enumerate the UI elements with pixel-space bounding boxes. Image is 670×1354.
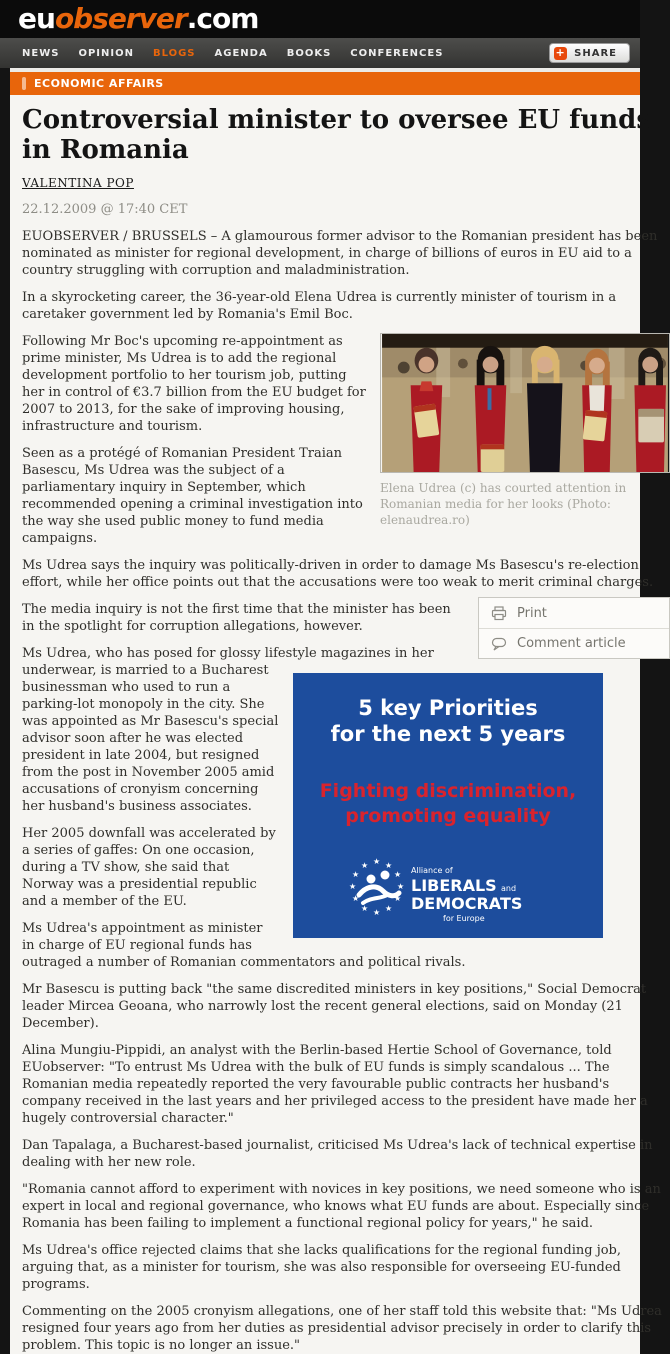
section-bar <box>10 72 640 95</box>
section-tick-icon <box>22 77 26 90</box>
nav-item-conferences[interactable]: CONFERENCES <box>350 47 444 59</box>
ad-red-line2: promoting equality <box>345 805 551 827</box>
svg-text:★: ★ <box>352 894 360 903</box>
alde-text-liberals: LIBERALS <box>411 876 497 895</box>
svg-text:★: ★ <box>385 904 393 913</box>
alde-ad-banner[interactable] <box>293 673 603 938</box>
svg-text:★: ★ <box>394 894 402 903</box>
section-label[interactable]: ECONOMIC AFFAIRS <box>34 77 164 90</box>
paragraph: Mr Basescu is putting back "the same discredited ministers in key positions," Social Democrat leader Mircea Geoana, who narrowly lost the recent general elections, said on Monday (21 December). <box>22 982 647 1031</box>
masthead <box>0 0 640 38</box>
alde-logo <box>343 855 553 927</box>
logo-eu: eu <box>18 2 55 35</box>
comment-label: Comment article <box>517 636 626 651</box>
svg-text:★: ★ <box>394 870 402 879</box>
comment-bubble-icon <box>491 637 507 651</box>
ad-heading-line1: 5 key Priorities <box>358 696 538 720</box>
paragraph: Following Mr Boc's upcoming re-appointment as prime minister, Ms Udrea is to add the regional development portfolio to her tourism job, putting her in control of €3.7 billion from the EU budget for 2007 to 2013, for the sake of improving housing, infrastructure and tourism. <box>22 334 366 434</box>
paragraph: Alina Mungiu-Pippidi, an analyst with the Berlin-based Hertie School of Governance, told EUobserver: "To entrust Ms Udrea with the bulk of EU funds is simply scandalous ... The Romanian media repeatedly reported the very favourable public contracts her husband's company received in the last years and her privileged access to the president have made her a hugely controversial character." <box>22 1043 648 1126</box>
share-label: SHARE <box>574 47 617 59</box>
svg-text:★: ★ <box>352 870 360 879</box>
paragraph: In a skyrocketing career, the 36-year-old Elena Udrea is currently minister of tourism in a caretaker government led by Romania's Emil Boc. <box>22 290 617 322</box>
paragraph: Ms Udrea's appointment as minister in charge of EU regional funds has outraged a number of Romanian commentators and political rivals. <box>22 921 466 970</box>
svg-text:★: ★ <box>373 857 381 866</box>
alde-text-bottom: for Europe <box>443 914 485 923</box>
publish-date: 22.12.2009 @ 17:40 CET <box>22 202 188 217</box>
article <box>10 95 670 1354</box>
alde-text-and: and <box>501 884 517 893</box>
alde-figures-icon <box>359 870 402 904</box>
alde-text-democrats: DEMOCRATS <box>411 894 523 913</box>
nav-item-books[interactable]: BOOKS <box>286 47 332 59</box>
article-photo-figure <box>380 333 670 528</box>
printer-icon <box>491 606 507 621</box>
article-actions-box <box>478 597 670 659</box>
svg-text:★: ★ <box>361 904 369 913</box>
photo-caption: Elena Udrea (c) has courted attention in Romanian media for her looks (Photo: elenaudrea.ro) <box>380 481 627 527</box>
svg-text:★: ★ <box>361 861 369 870</box>
logo-observer: observer <box>54 2 187 35</box>
nav-item-agenda[interactable]: AGENDA <box>214 47 268 59</box>
paragraph: Her 2005 downfall was accelerated by a series of gaffes: On one occasion, during a TV show, she said that Norway was a presidential republic and a member of the EU. <box>22 826 276 909</box>
comment-article-button[interactable] <box>479 628 669 658</box>
paragraph: Ms Udrea, who has posed for glossy lifestyle magazines in her underwear, is married to a Bucharest businessman who used to run a parking-lot monopoly in the city. She was appointed as Mr Basescu's special advisor soon after he was elected president in late 2004, but resigned from the post in November 2005 amid accusations of cronyism concerning her husband's business associates. <box>22 646 434 814</box>
nav-item-news[interactable]: NEWS <box>22 47 60 59</box>
paragraph: EUOBSERVER / BRUSSELS – A glamourous former advisor to the Romanian president has been nominated as minister for regional development, in charge of billions of euros in EU aid to a country struggling with corruption and maladministration. <box>22 229 658 278</box>
paragraph: Ms Udrea says the inquiry was politically-driven in order to damage Ms Basescu's re-election effort, while her office points out that the accusations were too weak to merit criminal charges. <box>22 558 654 590</box>
paragraph: Ms Udrea's office rejected claims that she lacks qualifications for the regional funding job, arguing that, as a minister for tourism, she was also responsible for overseeing EU-funded programs. <box>22 1243 622 1292</box>
share-button[interactable] <box>549 43 630 63</box>
page-body <box>10 72 662 1354</box>
site-logo[interactable] <box>18 0 258 38</box>
svg-text:★: ★ <box>349 882 357 891</box>
paragraph: Seen as a protégé of Romanian President Traian Basescu, Ms Udrea was the subject of a parliamentary inquiry in September, which recommended opening a criminal investigation into the way she used public money to fund media campaigns. <box>22 446 363 546</box>
elena-udrea-photo <box>380 333 670 473</box>
logo-com: .com <box>186 2 259 35</box>
top-navigation <box>0 38 640 68</box>
nav-item-blogs[interactable]: BLOGS <box>152 47 196 59</box>
paragraph: The media inquiry is not the first time that the minister has been in the spotlight for corruption allegations, however. <box>22 602 451 634</box>
svg-text:★: ★ <box>373 908 381 917</box>
share-plus-icon: + <box>555 45 566 59</box>
alde-text-top: Alliance of <box>411 866 453 875</box>
paragraph: Dan Tapalaga, a Bucharest-based journalist, criticised Ms Udrea's lack of technical expertise in dealing with her new role. <box>22 1138 653 1170</box>
ad-red-line1: Fighting discrimination, <box>319 780 577 802</box>
nav-item-opinion[interactable]: OPINION <box>78 47 134 59</box>
paragraph: Commenting on the 2005 cronyism allegations, one of her staff told this website that: "Ms Udrea resigned four years ago from her duties as presidential advisor precisely in order to clarify this problem. This topic is no longer an issue." <box>22 1304 662 1353</box>
svg-text:★: ★ <box>385 861 393 870</box>
print-button[interactable] <box>479 598 669 628</box>
svg-text:★: ★ <box>397 882 405 891</box>
author-link[interactable]: VALENTINA POP <box>22 176 134 190</box>
page-title: Controversial minister to oversee EU funds in Romania <box>22 105 651 165</box>
print-label: Print <box>517 605 547 621</box>
ad-heading-line2: for the next 5 years <box>330 722 566 746</box>
paragraph: "Romania cannot afford to experiment with novices in key positions, we need someone who is an expert in local and regional governance, who knows what EU funds are about. Especially since Romania has been failing to implement a functional regional policy for years," he said. <box>22 1182 661 1231</box>
